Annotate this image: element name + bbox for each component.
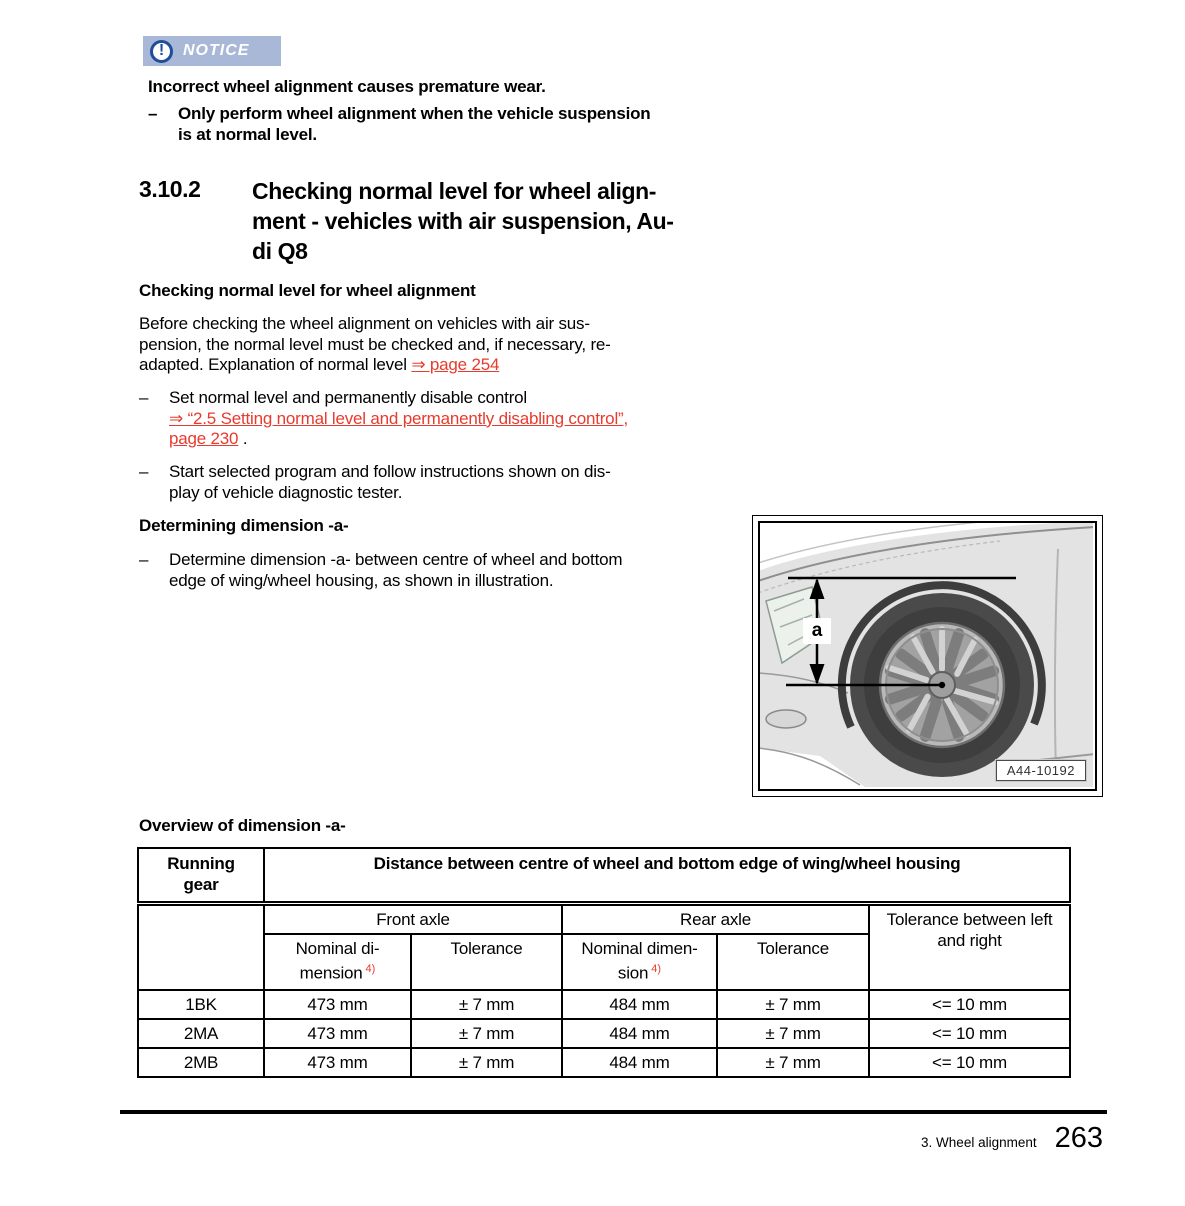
section-number: 3.10.2 <box>139 176 201 202</box>
cell-gear: 2MA <box>138 1019 264 1048</box>
intro-line3-text: adapted. Explanation of normal level <box>139 355 412 374</box>
table-row <box>138 1019 1070 1048</box>
header-rear-axle: Rear axle <box>562 903 869 934</box>
wheel-dimension-figure <box>752 515 1103 797</box>
exclamation-circle-icon: ! <box>150 40 173 63</box>
link-page-254[interactable]: ⇒ page 254 <box>411 355 500 374</box>
header-rear-tolerance: Tolerance <box>717 934 869 990</box>
bullet-dash: – <box>139 388 149 407</box>
bullet-start-program: – Start selected program and follow instructions shown on dis- play of vehicle diagnostic tester. <box>139 462 611 502</box>
header-front-nominal: Nominal di- mension $^{4)}$ <box>264 934 411 990</box>
bullet1-suffix: . <box>238 429 248 448</box>
cell-front-tol: ± 7 mm <box>411 1048 562 1077</box>
bullet-determine-dimension: – Determine dimension -a- between centre of wheel and bottom edge of wing/wheel housing, as shown in illustration. <box>139 550 623 590</box>
header-running-gear: Running gear <box>138 848 264 903</box>
footnote-4-marker[interactable]: 4) <box>365 962 376 975</box>
link-page-230[interactable]: page 230 <box>169 429 239 448</box>
figure-code: A44-10192 <box>996 760 1086 781</box>
cell-rear-tol: ± 7 mm <box>717 1048 869 1077</box>
bullet-dash: – <box>148 104 158 123</box>
determining-subheading: Determining dimension -a- <box>139 516 349 535</box>
table-header-row <box>138 848 1070 903</box>
bullet-dash: – <box>139 550 149 569</box>
dimension-a-label: a <box>803 618 831 644</box>
notice-badge <box>143 36 281 66</box>
header-front-axle: Front axle <box>264 903 562 934</box>
cell-front-nominal: 473 mm <box>264 990 411 1019</box>
figure-frame <box>758 521 1097 791</box>
link-setting-normal-level[interactable]: ⇒ “2.5 Setting normal level and permanently disabling control”, <box>169 408 629 428</box>
cell-front-tol: ± 7 mm <box>411 990 562 1019</box>
cell-rear-nominal: 484 mm <box>562 990 717 1019</box>
notice-bullet <box>148 104 650 145</box>
cell-front-tol: ± 7 mm <box>411 1019 562 1048</box>
cell-tol-lr: <= 10 mm <box>869 1019 1070 1048</box>
notice-label: NOTICE <box>183 42 250 59</box>
car-wheel-illustration <box>760 523 1093 787</box>
cell-rear-tol: ± 7 mm <box>717 1019 869 1048</box>
checking-subheading: Checking normal level for wheel alignment <box>139 281 476 300</box>
table-axle-row <box>138 903 1070 934</box>
cell-tol-lr: <= 10 mm <box>869 990 1070 1019</box>
bullet-dash: – <box>139 462 149 481</box>
intro-paragraph: Before checking the wheel alignment on vehicles with air sus- pension, the normal level must be checked and, if necessary, re- adapted. Explanation of normal level ⇒ page 254 <box>139 314 611 374</box>
empty-cell <box>138 903 264 990</box>
header-distance: Distance between centre of wheel and bottom edge of wing/wheel housing <box>264 848 1070 903</box>
footnote-4-marker[interactable]: 4) <box>651 962 662 975</box>
footer-section-label: 3. Wheel alignment <box>921 1135 1037 1150</box>
header-tolerance-lr: Tolerance between left and right <box>869 903 1070 990</box>
notice-title: Incorrect wheel alignment causes premature wear. <box>148 77 546 96</box>
cell-rear-nominal: 484 mm <box>562 1019 717 1048</box>
footer <box>921 1122 1103 1155</box>
bullet-set-normal-level <box>139 388 628 450</box>
section-title: Checking normal level for wheel align- ment - vehicles with air suspension, Au- di Q8 <box>252 178 674 264</box>
cell-gear: 2MB <box>138 1048 264 1077</box>
notice-bullet-text: Only perform wheel alignment when the vehicle suspension is at normal level. <box>178 104 651 144</box>
cell-tol-lr: <= 10 mm <box>869 1048 1070 1077</box>
footer-page-number: 263 <box>1054 1122 1103 1154</box>
cell-gear: 1BK <box>138 990 264 1019</box>
cell-rear-tol: ± 7 mm <box>717 990 869 1019</box>
header-front-tolerance: Tolerance <box>411 934 562 990</box>
table-row <box>138 990 1070 1019</box>
dimension-table <box>137 847 1071 1078</box>
header-rear-nominal: Nominal dimen- sion $^{4)}$ <box>562 934 717 990</box>
cell-front-nominal: 473 mm <box>264 1048 411 1077</box>
footer-rule <box>120 1110 1107 1114</box>
table-row <box>138 1048 1070 1077</box>
cell-rear-nominal: 484 mm <box>562 1048 717 1077</box>
cell-front-nominal: 473 mm <box>264 1019 411 1048</box>
bullet1-line1: Set normal level and permanently disable control <box>169 388 527 407</box>
overview-subheading: Overview of dimension -a- <box>139 816 346 835</box>
section-heading <box>139 176 674 266</box>
